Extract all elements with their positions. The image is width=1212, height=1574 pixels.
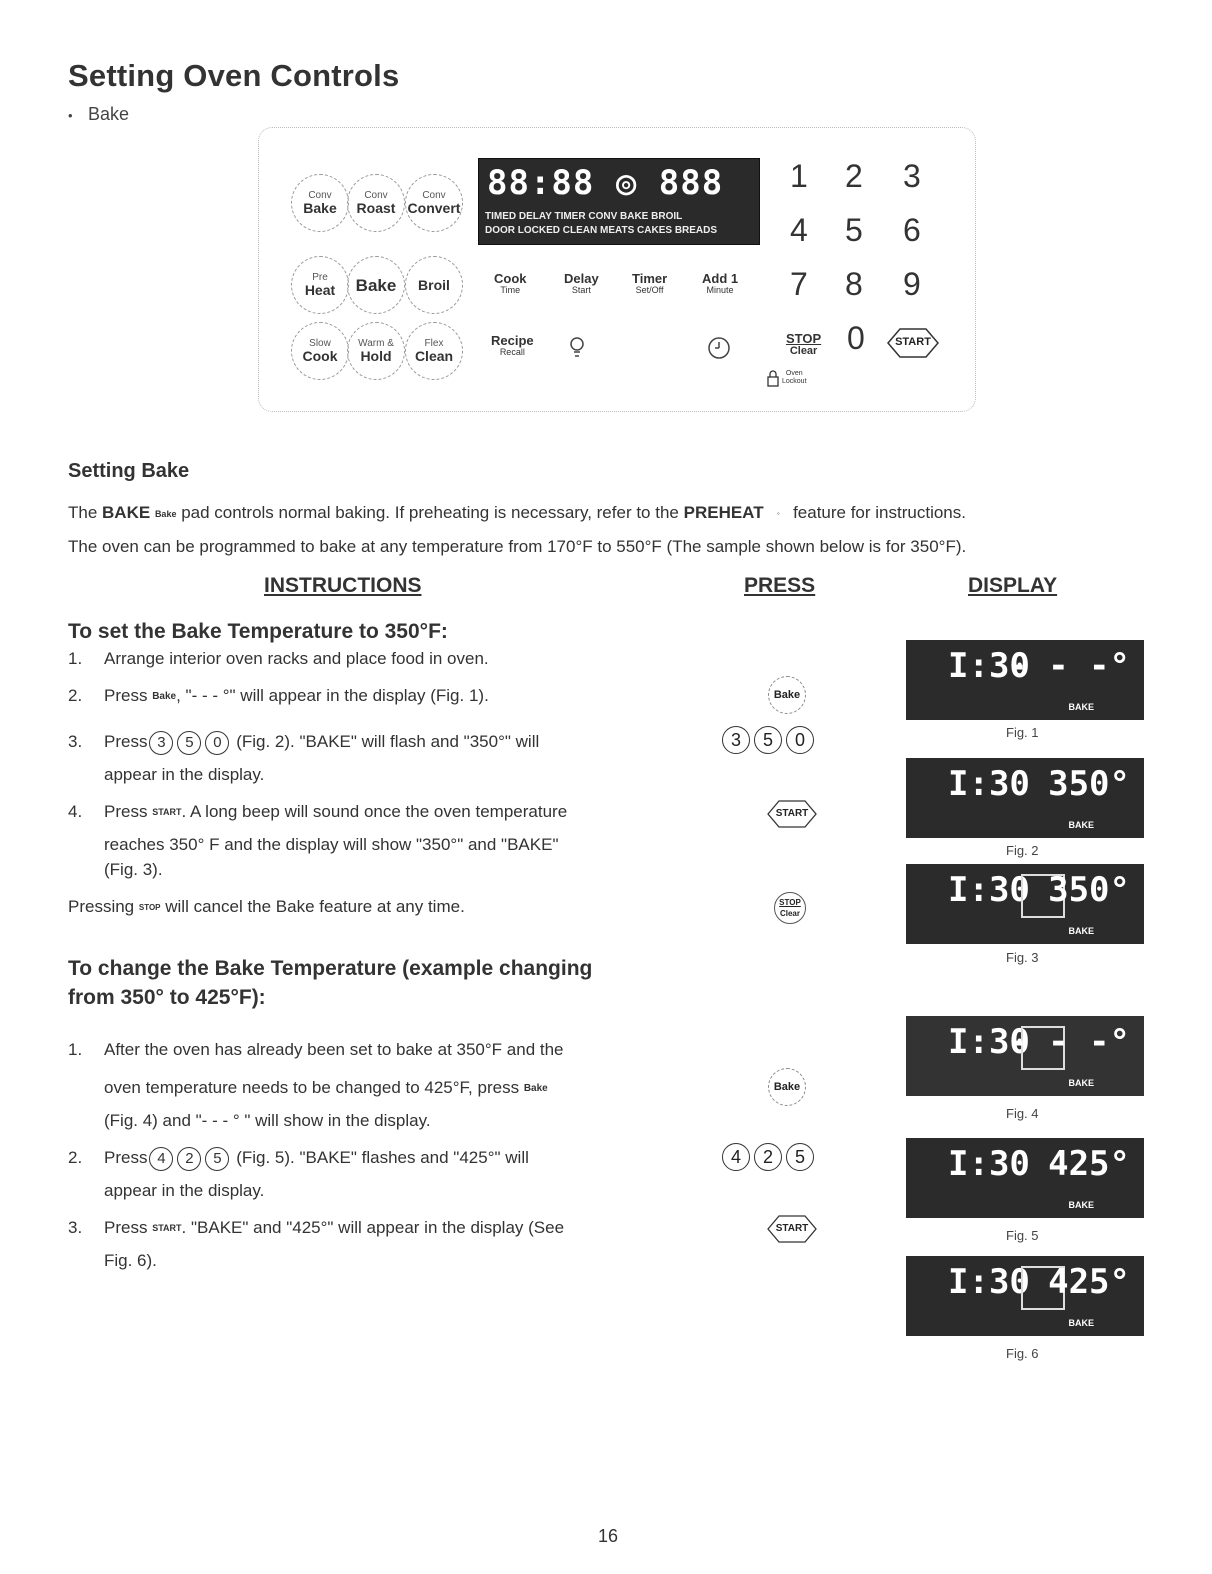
key-sublabel: Start bbox=[571, 284, 591, 295]
text-segment: Press bbox=[104, 732, 148, 751]
cook-time-key[interactable] bbox=[494, 272, 527, 295]
text-segment: Press bbox=[104, 802, 148, 821]
text-segment: Press bbox=[104, 1218, 148, 1237]
text-segment: (Fig. 5). "BAKE" flashes and "425°" will bbox=[236, 1148, 529, 1167]
pad-large-label: Roast bbox=[356, 200, 396, 216]
section2-heading-line-2: from 350° to 425°F): bbox=[68, 986, 266, 1009]
display-fig-5 bbox=[906, 1138, 1144, 1218]
bake-pad-icon: Bake bbox=[523, 1083, 548, 1095]
lockout-label bbox=[782, 370, 807, 385]
delay-start-key[interactable] bbox=[564, 272, 599, 295]
step-4-cont: reaches 350° F and the display will show "350°" and "BAKE" bbox=[104, 835, 559, 854]
conv-convert-pad[interactable] bbox=[405, 174, 463, 232]
fig-temp: - - -° bbox=[1007, 646, 1130, 686]
text-segment: Pressing bbox=[68, 897, 135, 916]
pad-large-label: Hold bbox=[360, 348, 392, 364]
key-label: Recipe bbox=[491, 333, 534, 348]
bullet-text: Bake bbox=[88, 104, 130, 124]
start-label: START bbox=[895, 336, 931, 348]
pad-small-label: Conv bbox=[422, 190, 446, 201]
step-number: 2. bbox=[68, 686, 83, 705]
fig-5-caption: Fig. 5 bbox=[1006, 1228, 1039, 1243]
keypad-1[interactable]: 1 bbox=[790, 158, 808, 194]
conv-roast-pad[interactable] bbox=[347, 174, 405, 232]
pad-large-label: Broil bbox=[418, 277, 450, 293]
change-step-3-cont: Fig. 6). bbox=[104, 1251, 157, 1270]
digit-3-icon: 3 bbox=[722, 726, 750, 754]
bake-pad[interactable] bbox=[347, 256, 405, 314]
clock-icon[interactable] bbox=[706, 335, 732, 361]
key-label: Delay bbox=[564, 271, 599, 286]
digit-4-icon: 4 bbox=[149, 1147, 173, 1171]
fig-2-caption: Fig. 2 bbox=[1006, 843, 1039, 858]
digit-0-icon: 0 bbox=[205, 731, 229, 755]
setting-bake-heading: Setting Bake bbox=[68, 460, 190, 482]
stop-label: STOP bbox=[779, 898, 801, 907]
keypad-4[interactable]: 4 bbox=[790, 212, 808, 248]
press-start-pad-2 bbox=[764, 1213, 820, 1245]
fig-time: I:30 bbox=[948, 870, 1030, 910]
fig-4-caption: Fig. 4 bbox=[1006, 1106, 1039, 1121]
warm-hold-pad[interactable] bbox=[347, 322, 405, 380]
fig-temp: 350° bbox=[1048, 764, 1130, 804]
lock-icon bbox=[766, 370, 780, 388]
start-key[interactable] bbox=[884, 326, 942, 360]
lcd-row-1: TIMED DELAY TIMER CONV BAKE BROIL bbox=[485, 211, 683, 222]
step-number: 1. bbox=[68, 649, 83, 668]
display-fig-4 bbox=[906, 1016, 1144, 1096]
digit-5-icon: 5 bbox=[177, 731, 201, 755]
stop-pad-icon: STOP bbox=[138, 903, 161, 913]
pad-small-label: Slow bbox=[309, 338, 331, 349]
step-number: 2. bbox=[68, 1148, 83, 1167]
key-label: Timer bbox=[632, 271, 668, 286]
digit-5-icon: 5 bbox=[786, 1143, 814, 1171]
setting-bake-line-1 bbox=[68, 503, 966, 523]
press-bake-pad-2: Bake bbox=[768, 1068, 806, 1106]
fig-bake-tag: BAKE bbox=[1068, 1318, 1094, 1328]
lcd-row-2: DOOR LOCKED CLEAN MEATS CAKES BREADS bbox=[485, 225, 718, 236]
start-pad-icon: START bbox=[152, 807, 182, 818]
pad-small-label: Pre bbox=[312, 272, 328, 283]
pad-small-label: Flex bbox=[424, 338, 444, 349]
bake-pad-icon: Bake bbox=[154, 508, 177, 519]
step-text bbox=[104, 1141, 529, 1174]
fig-1-caption: Fig. 1 bbox=[1006, 725, 1039, 740]
key-sublabel: Time bbox=[500, 284, 521, 295]
text-segment: (Fig. 2). "BAKE" will flash and "350°" will bbox=[236, 732, 540, 751]
fig-bake-tag: BAKE bbox=[1068, 926, 1094, 936]
fig-bake-tag: BAKE bbox=[1068, 820, 1094, 830]
stop-clear-key[interactable] bbox=[786, 332, 821, 357]
fig-3-caption: Fig. 3 bbox=[1006, 950, 1039, 965]
section1-heading: To set the Bake Temperature to 350°F: bbox=[68, 620, 448, 643]
display-fig-6 bbox=[906, 1256, 1144, 1336]
digit-5-icon: 5 bbox=[205, 1147, 229, 1171]
slow-cook-pad[interactable] bbox=[291, 322, 349, 380]
press-column-heading: PRESS bbox=[744, 574, 816, 597]
recipe-recall-key[interactable] bbox=[491, 334, 534, 357]
key-sublabel: Recall bbox=[499, 346, 525, 357]
step-number: 4. bbox=[68, 802, 83, 821]
fig-temp: - - -° bbox=[1007, 1022, 1130, 1062]
start-pad-icon: START bbox=[152, 1223, 182, 1234]
clear-label: Clear bbox=[779, 909, 800, 918]
step-text bbox=[104, 1211, 564, 1245]
lcd-digits: 88:88 ◎ 888 bbox=[487, 163, 724, 203]
display-fig-3 bbox=[906, 864, 1144, 944]
digit-4-icon: 4 bbox=[722, 1143, 750, 1171]
text-segment: feature for instructions. bbox=[793, 503, 966, 522]
fig-temp: 350° bbox=[1048, 870, 1130, 910]
text-segment: Press bbox=[104, 686, 148, 705]
key-label: Cook bbox=[494, 271, 527, 286]
keypad-7[interactable]: 7 bbox=[790, 266, 808, 302]
preheat-pad-icon: ◦ bbox=[776, 509, 780, 519]
pad-small-label: Conv bbox=[364, 190, 388, 201]
press-bake-pad-1: Bake bbox=[768, 676, 806, 714]
key-label: Add 1 bbox=[702, 271, 739, 286]
fig-time: I:30 bbox=[948, 1022, 1030, 1062]
step-4-cont2: (Fig. 3). bbox=[104, 860, 163, 879]
pad-large-label: Clean bbox=[414, 348, 454, 364]
display-column-heading: DISPLAY bbox=[968, 574, 1058, 597]
keypad-6[interactable]: 6 bbox=[903, 212, 921, 248]
keypad-8[interactable]: 8 bbox=[845, 266, 863, 302]
pad-large-label: Heat bbox=[304, 282, 336, 298]
fig-temp: 425° bbox=[1048, 1262, 1130, 1302]
digit-0-icon: 0 bbox=[786, 726, 814, 754]
stop-label: STOP bbox=[786, 331, 822, 346]
text-segment: . A long beep will sound once the oven temperature bbox=[181, 802, 568, 821]
keypad-5[interactable]: 5 bbox=[845, 212, 863, 248]
preheat-pad[interactable] bbox=[291, 256, 349, 314]
key-sublabel: Set/Off bbox=[635, 284, 664, 295]
broil-pad[interactable] bbox=[405, 256, 463, 314]
keypad-3[interactable]: 3 bbox=[903, 158, 921, 194]
key-sublabel: Minute bbox=[706, 284, 734, 295]
change-step-1-cont bbox=[104, 1071, 548, 1105]
fig-temp: 425° bbox=[1048, 1144, 1130, 1184]
press-digits-350 bbox=[720, 726, 816, 754]
fig-time: I:30 bbox=[948, 1262, 1030, 1302]
preheat-word: PREHEAT bbox=[683, 503, 764, 522]
display-fig-2 bbox=[906, 758, 1144, 838]
bullet-item: • Bake bbox=[68, 104, 130, 124]
timer-set-off-key[interactable] bbox=[632, 272, 667, 295]
press-stop-pad bbox=[774, 892, 806, 924]
step-number: 1. bbox=[68, 1040, 83, 1059]
press-start-pad-1 bbox=[764, 798, 820, 830]
page-title: Setting Oven Controls bbox=[68, 58, 400, 93]
step-text: After the oven has already been set to bake at 350°F and the bbox=[104, 1040, 564, 1059]
section2-heading bbox=[68, 954, 592, 1012]
change-step-2-cont: appear in the display. bbox=[104, 1181, 265, 1200]
fig-bake-tag: BAKE bbox=[1068, 1078, 1094, 1088]
keypad-0[interactable]: 0 bbox=[847, 320, 865, 356]
bake-word: BAKE bbox=[102, 503, 151, 522]
text-segment: Press bbox=[104, 1148, 148, 1167]
step-number: 3. bbox=[68, 1218, 83, 1237]
oven-light-icon[interactable] bbox=[566, 334, 588, 364]
pad-large-label: Cook bbox=[302, 348, 338, 364]
lockout-top: Oven bbox=[785, 370, 803, 377]
cancel-note bbox=[68, 890, 465, 924]
conv-bake-pad[interactable] bbox=[291, 174, 349, 232]
step-text bbox=[104, 795, 567, 829]
fig-time: I:30 bbox=[948, 1144, 1030, 1184]
fig-bake-tag: BAKE bbox=[1068, 1200, 1094, 1210]
digit-3-icon: 3 bbox=[149, 731, 173, 755]
lockout-bottom: Lockout bbox=[782, 377, 807, 385]
bake-pad-icon: Bake bbox=[152, 691, 177, 703]
fig-6-caption: Fig. 6 bbox=[1006, 1346, 1039, 1361]
step-number: 3. bbox=[68, 732, 83, 751]
pad-large-label: Bake bbox=[355, 275, 397, 295]
fig-bake-tag: BAKE bbox=[1068, 702, 1094, 712]
digit-5-icon: 5 bbox=[754, 726, 782, 754]
pad-small-label: Warm & bbox=[358, 338, 394, 349]
pad-large-label: Bake bbox=[303, 200, 337, 216]
clear-label: Clear bbox=[789, 344, 818, 357]
start-label: START bbox=[775, 1223, 809, 1234]
step-text: Arrange interior oven racks and place food in oven. bbox=[104, 649, 489, 668]
step-3-cont: appear in the display. bbox=[104, 765, 265, 784]
pad-large-label: Convert bbox=[407, 200, 461, 216]
step-text bbox=[104, 725, 539, 758]
change-step-1-cont2: (Fig. 4) and "- - - ° " will show in the display. bbox=[104, 1111, 431, 1130]
digit-2-icon: 2 bbox=[754, 1143, 782, 1171]
digit-2-icon: 2 bbox=[177, 1147, 201, 1171]
start-label: START bbox=[775, 808, 809, 819]
flex-clean-pad[interactable] bbox=[405, 322, 463, 380]
add-minute-key[interactable] bbox=[702, 272, 738, 295]
instructions-column-heading: INSTRUCTIONS bbox=[264, 574, 422, 597]
keypad-2[interactable]: 2 bbox=[845, 158, 863, 194]
text-segment: . "BAKE" and "425°" will appear in the display (See bbox=[181, 1218, 565, 1237]
section2-heading-line-1: To change the Bake Temperature (example changing bbox=[68, 957, 593, 980]
text-segment: pad controls normal baking. If preheating is necessary, refer to the bbox=[181, 503, 679, 522]
keypad-9[interactable]: 9 bbox=[903, 266, 921, 302]
text-segment: will cancel the Bake feature at any time. bbox=[165, 897, 465, 916]
display-fig-1 bbox=[906, 640, 1144, 720]
page-number: 16 bbox=[598, 1526, 619, 1546]
text-segment: The bbox=[68, 503, 98, 522]
pad-small-label: Conv bbox=[308, 190, 332, 201]
text-segment: oven temperature needs to be changed to 425°F, press bbox=[104, 1078, 520, 1097]
text-segment: , "- - - °" will appear in the display (Fig. 1). bbox=[176, 686, 489, 705]
step-text bbox=[104, 679, 489, 713]
fig-time: I:30 bbox=[948, 764, 1030, 804]
press-digits-425 bbox=[720, 1143, 816, 1171]
setting-bake-line-2: The oven can be programmed to bake at any temperature from 170°F to 550°F (The sample shown below is for 350°F). bbox=[68, 537, 967, 556]
lcd-display bbox=[478, 158, 760, 245]
fig-time: I:30 bbox=[948, 646, 1030, 686]
